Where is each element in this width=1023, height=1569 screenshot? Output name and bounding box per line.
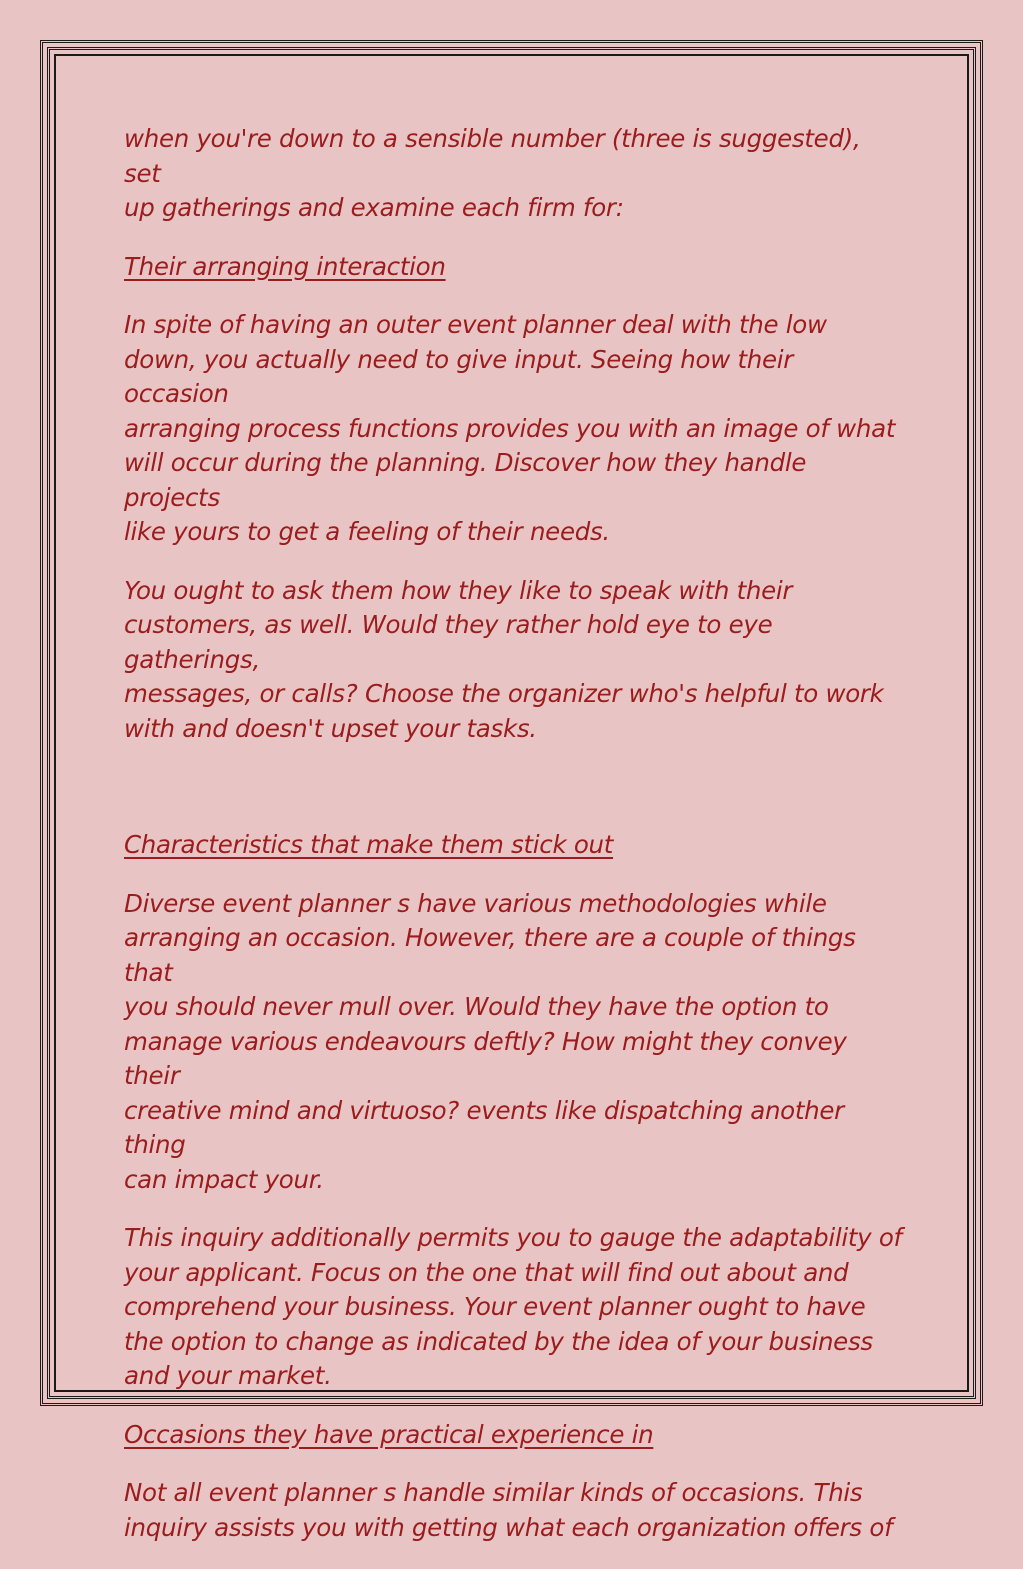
- document-body: [124, 122, 904, 1569]
- paragraph: This inquiry additionally permits you to gauge the adaptability of your applicant. Focus on the one that will find out about and comprehend your business. Your event planner ought to have the option to change as indicated by the idea of your business and your market.: [124, 1223, 902, 1390]
- paragraph: You ought to ask them how they like to speak with their customers, as well. Would they rather hold eye to eye gatherings, messages, or calls? Choose the organizer who's helpful to work with and doesn't upset your tasks.: [124, 575, 884, 743]
- paragraph: Diverse event planner s have various methodologies while arranging an occasion. However, there are a couple of things that you should never mull over. Would they have the option to manage various endeavours deftly? How might they convey their creative mind and virtuoso? events like dispatching another thing can impact your.: [124, 888, 856, 1194]
- paragraph: Not all event planner s handle similar kinds of occasions. This inquiry assists you with getting what each organization offers of: [124, 1478, 893, 1542]
- section-heading-characteristics: Characteristics that make them stick out: [124, 830, 614, 859]
- intro-paragraph: when you're down to a sensible number (three is suggested), set up gatherings and examine each firm for:: [124, 124, 861, 222]
- blank-line: [124, 770, 904, 828]
- section-heading-occasions: Occasions they have practical experience in: [124, 1419, 654, 1449]
- paragraph: In spite of having an outer event planner deal with the low down, you actually need to give input. Seeing how their occasion arranging process functions provides you with an image of what will occur during the planning. Discover how they handle projects like yours to get a feeling of their needs.: [124, 310, 896, 546]
- section-heading-arranging-interaction: Their arranging interaction: [124, 251, 446, 281]
